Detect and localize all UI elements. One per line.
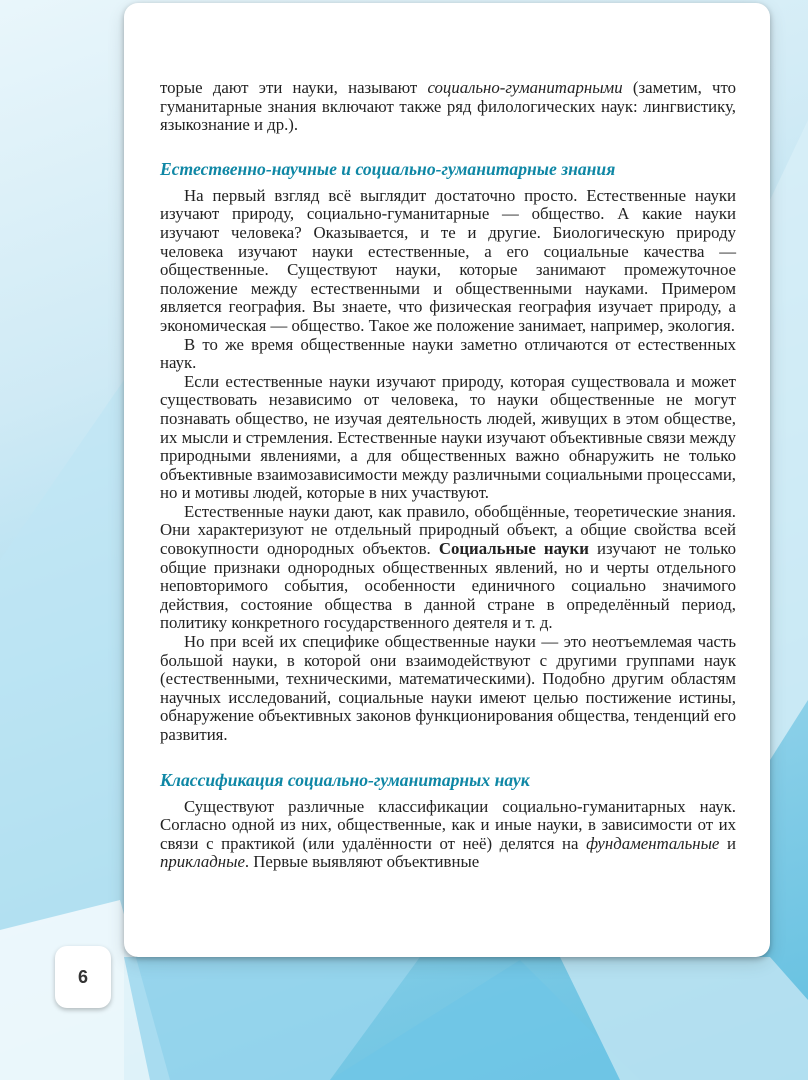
classification-text-end: . Первые выявляют объективные (244, 852, 480, 872)
page-card (124, 3, 770, 957)
intro-text-start: торые дают эти науки, называют (160, 78, 428, 97)
p4-text-end: изучают не только общие признаки однородных общественных явлений, но и черты отдельного неповторимого события, особенности единичного социально значимого действия, состояние общества в данной стране в определённый период, политику конкретного государственного деятеля и т. д. (160, 539, 736, 633)
page-content (160, 79, 736, 872)
paragraph-nature-vs-society: Если естественные науки изучают природу, которая существовала и может существовать независимо от человека, то науки общественные не могут познавать общество, не изучая деятельность людей, живущих в этом обществе, их мысли и стремления. Естественные науки изучают объективные связи между природными явлениями, а для общественных важно обнаружить не только объективные взаимозависимости между различными социальными процессами, но и мотивы людей, которые в них участвуют. (160, 371, 736, 503)
classification-text-mid: и (719, 833, 736, 853)
intro-paragraph (160, 79, 736, 135)
paragraph-part-of-science: Но при всей их специфике общественные науки — это неотъемлемая часть большой науки, в которой они взаимодействуют с другими группами наук (естественными, техническими, математическими). Подобно другим областям научных исследований, социальные науки имеют целью постижение истины, обнаружение объективных законов функционирования общества, тенденций его развития. (160, 632, 736, 744)
section-heading-classification: Классификация социально-гуманитарных наук (160, 769, 530, 790)
intro-emphasis: социально-гуманитарными (427, 78, 623, 97)
page-number-badge (55, 946, 111, 1008)
classification-text-start: Существуют различные классификации социально-гуманитарных наук. Согласно одной из них, общественные, как и иные науки, в зависимости от их связи с практикой (или удалённости от неё) делятся на (160, 796, 736, 853)
social-sciences-term: Социальные науки (438, 539, 589, 559)
paragraph-classification (160, 798, 736, 872)
paragraph-first-glance: На первый взгляд всё выглядит достаточно просто. Естественные науки изучают природу, социально-гуманитарные — общество. А какие науки изучают человека? Оказывается, и те и другие. Биологическую природу человека изучают науки естественные, а его социальные качества — общественные. Существуют науки, которые занимают промежуточное положение между естественными и общественными науками. Примером является география. Вы знаете, что физическая география изучает природу, а экономическая — общество. Такое же положение занимает, например, экология. (160, 185, 736, 335)
paragraph-differences: В то же время общественные науки заметно отличаются от естественных наук. (160, 334, 736, 373)
p4-text-start: Естественные науки дают, как правило, обобщённые, теоретические знания. Они характеризуют не отдельный природный объект, а общие свойства всей совокупности однородных объектов. (160, 501, 736, 559)
section-heading-natural-social: Естественно-научные и социально-гуманитарные знания (160, 158, 616, 179)
intro-text-end: (заметим, что гуманитарные знания включают также ряд филологических наук: лингвистику, языкознание и др.). (160, 78, 736, 135)
page-number: 6 (77, 966, 88, 987)
paragraph-generalized-knowledge (160, 503, 736, 633)
term-fundamental: фундаментальные (586, 833, 720, 853)
term-applied: прикладные (160, 852, 245, 872)
